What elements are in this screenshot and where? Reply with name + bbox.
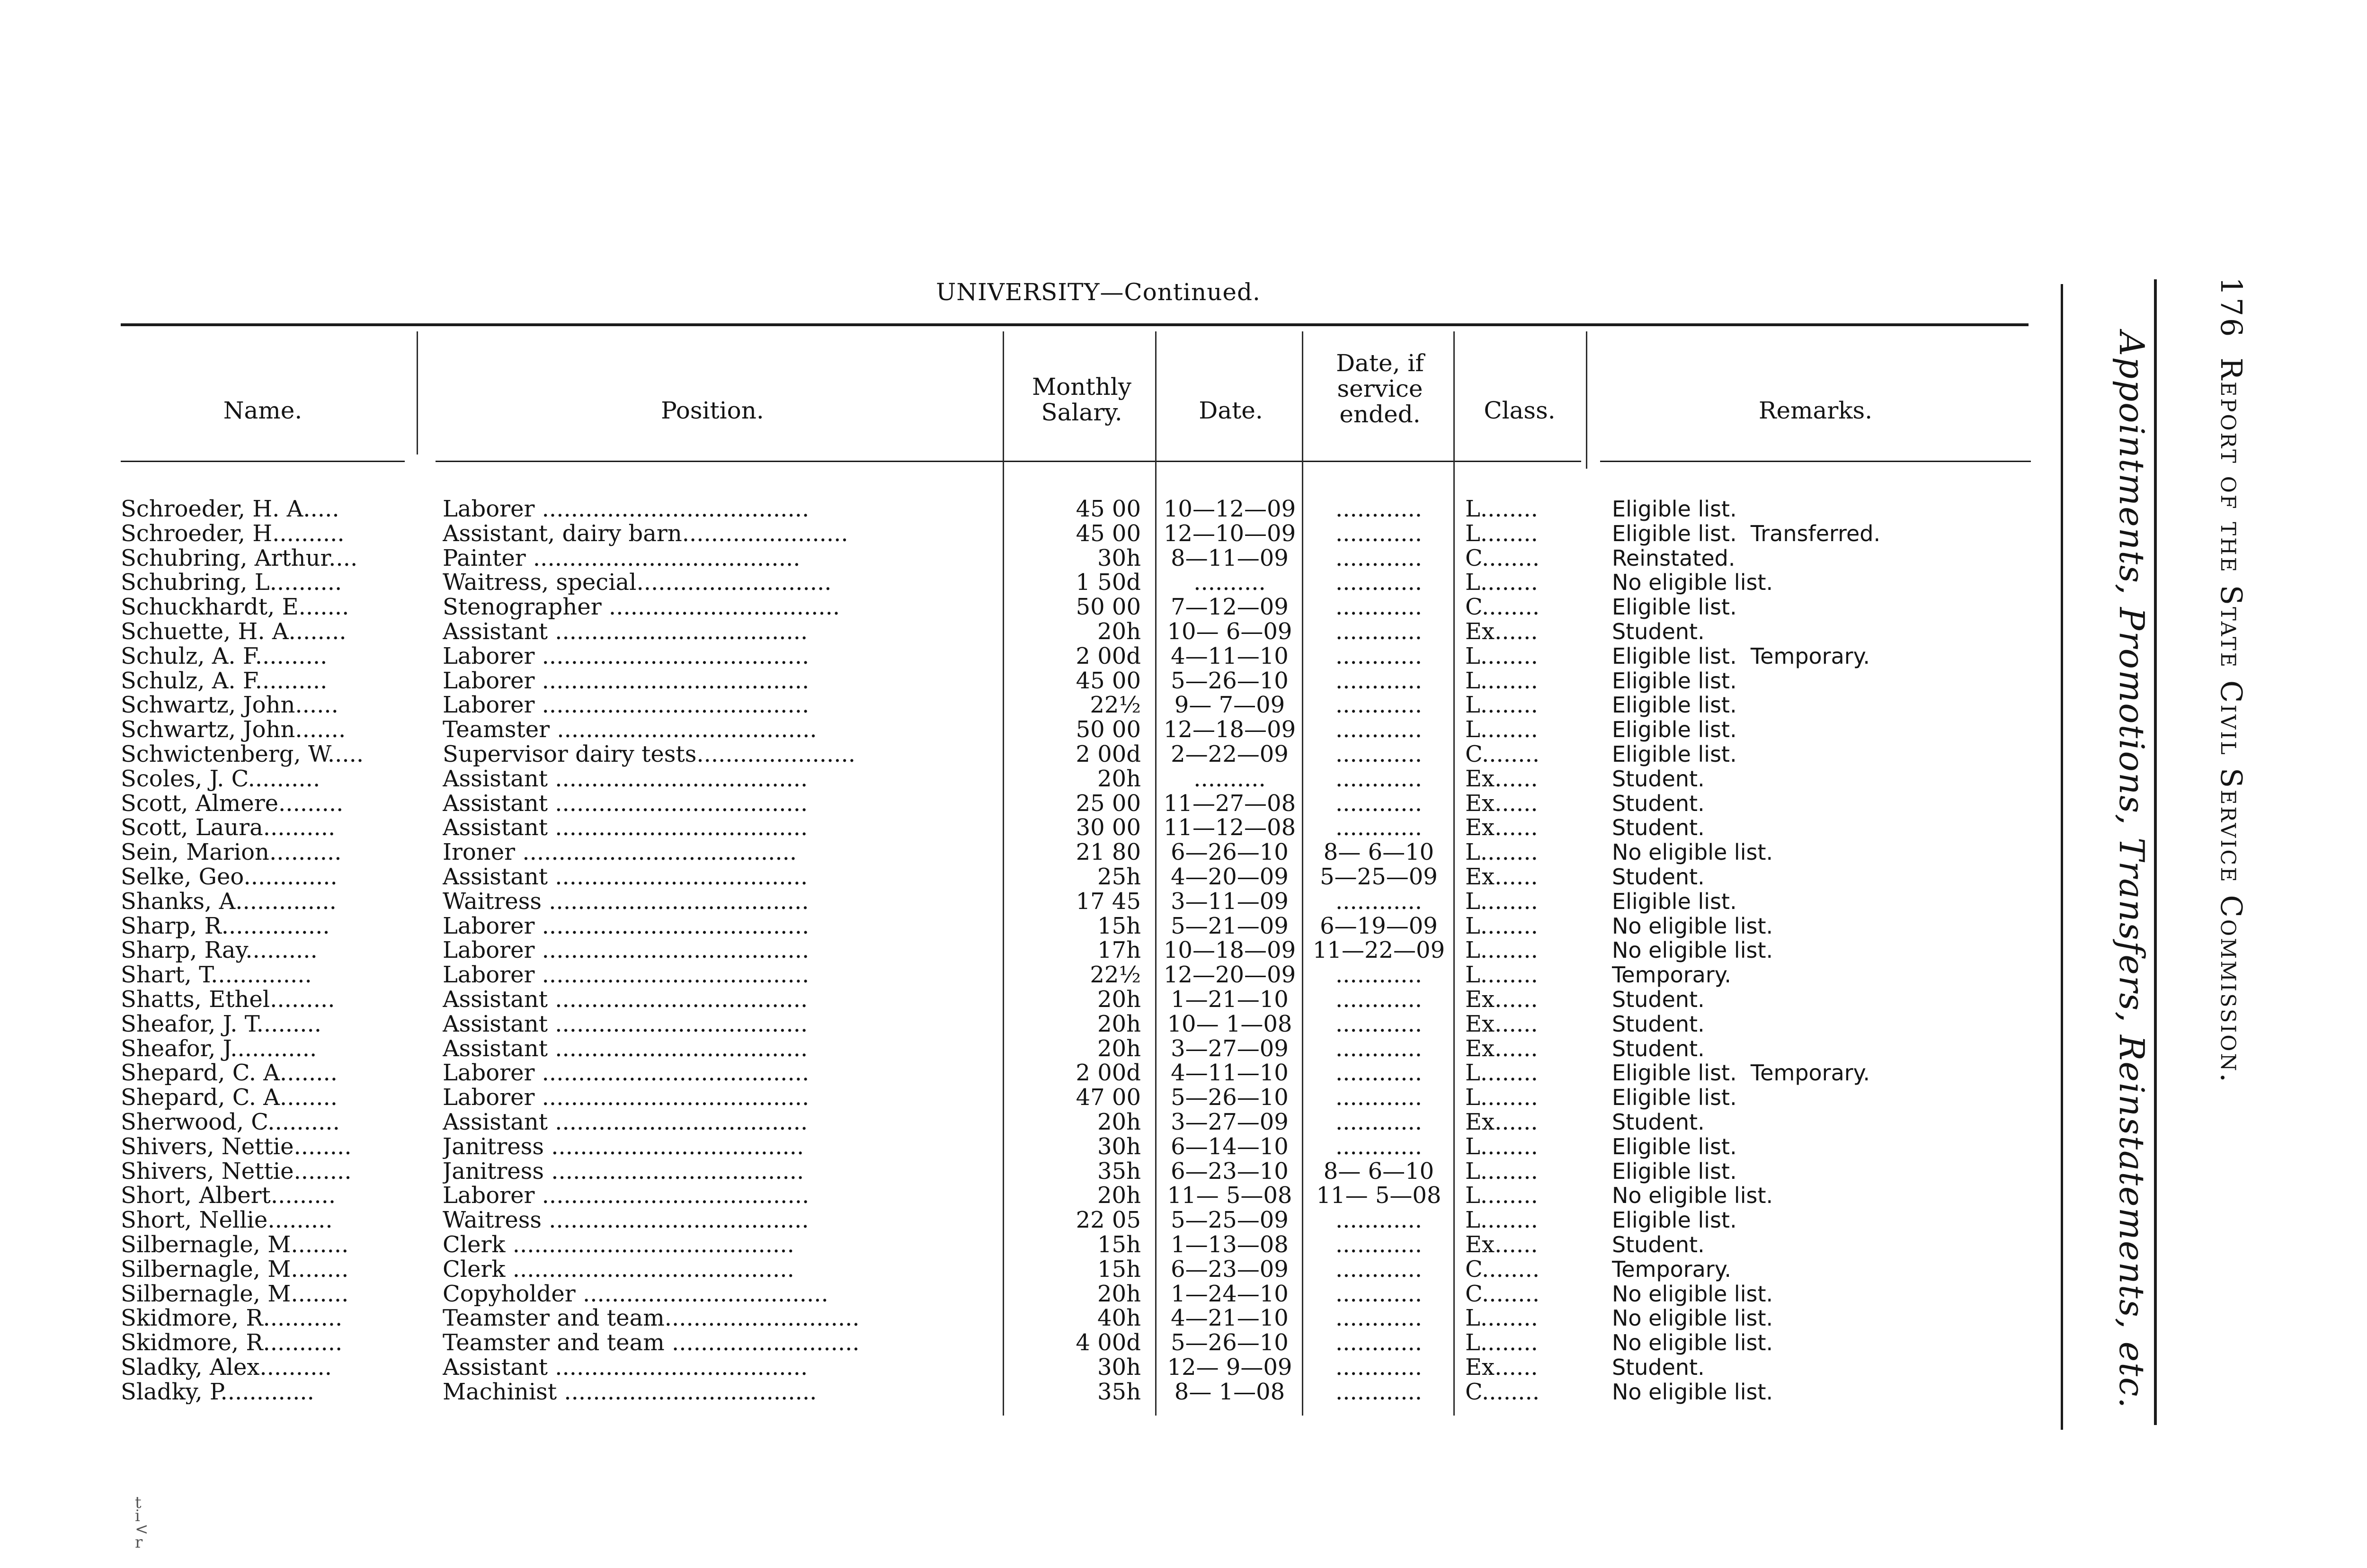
cell-name: Schroeder, H.......... xyxy=(121,521,345,546)
cell-class: Ex...... xyxy=(1465,791,1538,816)
cell-position: Assistant ................................... xyxy=(443,1012,808,1037)
cell-name: Scott, Laura.......... xyxy=(121,816,336,841)
salary-column xyxy=(1008,497,1141,1404)
cell-remarks: Student. xyxy=(1612,1036,1705,1061)
cell-ended: ............ xyxy=(1335,742,1423,767)
cell-remarks: Student. xyxy=(1612,1232,1705,1257)
cell-ended: ............ xyxy=(1335,1086,1423,1110)
cell-date: 6—26—10 xyxy=(1171,840,1289,865)
cell-salary: 17 45 xyxy=(1076,889,1141,914)
cell-name: Sein, Marion.......... xyxy=(121,840,342,865)
cell-ended: ............ xyxy=(1335,766,1423,792)
cell-date: 10—18—09 xyxy=(1163,938,1296,963)
cell-ended: ............ xyxy=(1335,497,1423,522)
cell-salary: 20h xyxy=(1097,1184,1141,1209)
cell-ended: ............ xyxy=(1335,1355,1423,1380)
cell-salary: 2 00d xyxy=(1076,742,1141,767)
cell-class: L........ xyxy=(1465,914,1538,939)
cell-ended: ............ xyxy=(1335,987,1423,1012)
cell-salary: 17h xyxy=(1097,938,1141,963)
cell-salary: 25h xyxy=(1097,864,1141,890)
cell-position: Copyholder .................................. xyxy=(443,1282,828,1307)
cell-class: L........ xyxy=(1465,693,1538,718)
cell-class: L........ xyxy=(1465,1208,1538,1233)
cell-date: 6—14—10 xyxy=(1171,1134,1289,1159)
cell-salary: 22 05 xyxy=(1076,1208,1141,1233)
cell-remarks: Eligible list. Temporary. xyxy=(1612,644,1870,669)
header-salary: Monthly Salary. xyxy=(1032,373,1132,426)
cell-name: Shatts, Ethel......... xyxy=(121,987,335,1012)
cell-name: Schwartz, John....... xyxy=(121,718,346,742)
cell-date: 1—13—08 xyxy=(1171,1232,1289,1257)
cell-remarks: Eligible list. Temporary. xyxy=(1612,1061,1870,1086)
cell-remarks: Eligible list. xyxy=(1612,742,1737,767)
cell-class: Ex...... xyxy=(1465,1355,1538,1380)
cell-salary: 20h xyxy=(1097,1012,1141,1037)
cell-ended: 11— 5—08 xyxy=(1316,1184,1442,1209)
cell-remarks: Eligible list. xyxy=(1612,693,1737,718)
cell-class: Ex...... xyxy=(1465,1232,1538,1257)
cell-ended: ............ xyxy=(1335,595,1423,620)
cell-remarks: No eligible list. xyxy=(1612,1331,1773,1355)
cell-remarks: Student. xyxy=(1612,1110,1705,1135)
cell-remarks: Eligible list. xyxy=(1612,497,1737,522)
header-remarks: Remarks. xyxy=(1758,397,1873,424)
cell-salary: 50 00 xyxy=(1076,595,1141,620)
cell-class: L........ xyxy=(1465,644,1538,669)
cell-position: Laborer ..................................... xyxy=(443,668,810,694)
cell-salary: 20h xyxy=(1097,766,1141,792)
cell-remarks: Student. xyxy=(1612,864,1705,890)
cell-name: Silbernagle, M........ xyxy=(121,1257,349,1282)
cell-position: Machinist ................................... xyxy=(443,1380,817,1405)
cell-remarks: Student. xyxy=(1612,791,1705,816)
cell-class: C........ xyxy=(1465,1257,1540,1282)
cell-date: 12—20—09 xyxy=(1163,963,1296,988)
cell-name: Skidmore, R........... xyxy=(121,1306,343,1331)
cell-name: Shepard, C. A........ xyxy=(121,1061,338,1086)
page-number: 176 xyxy=(2214,277,2249,339)
header-rule-name xyxy=(121,461,405,462)
cell-class: L........ xyxy=(1465,521,1538,546)
divider-position-salary xyxy=(1003,331,1004,1416)
cell-class: L........ xyxy=(1465,1306,1538,1331)
cell-class: Ex...... xyxy=(1465,816,1538,841)
cell-position: Assistant, dairy barn....................... xyxy=(443,521,848,546)
cell-position: Laborer ..................................... xyxy=(443,1086,810,1110)
cell-class: L........ xyxy=(1465,1331,1538,1355)
header-name: Name. xyxy=(223,397,303,424)
cell-name: Short, Albert......... xyxy=(121,1184,336,1209)
cell-date: 11—27—08 xyxy=(1163,791,1296,816)
cell-ended: ............ xyxy=(1335,1061,1423,1086)
remarks-column xyxy=(1612,497,2029,1404)
cell-class: Ex...... xyxy=(1465,619,1538,644)
cell-name: Schwartz, John...... xyxy=(121,693,338,718)
cell-ended: ............ xyxy=(1335,889,1423,914)
cell-class: L........ xyxy=(1465,840,1538,865)
divider-class-remarks xyxy=(1586,331,1587,469)
cell-name: Schulz, A. F.......... xyxy=(121,668,328,694)
cell-class: L........ xyxy=(1465,938,1538,963)
cell-position: Assistant ................................... xyxy=(443,987,808,1012)
header-class: Class. xyxy=(1484,397,1556,424)
cell-name: Scoles, J. C.......... xyxy=(121,766,320,792)
cell-name: Skidmore, R........... xyxy=(121,1331,343,1355)
cell-ended: ............ xyxy=(1335,1306,1423,1331)
cell-position: Janitress ................................... xyxy=(443,1134,804,1159)
cell-name: Shanks, A.............. xyxy=(121,889,337,914)
cell-date: 5—21—09 xyxy=(1171,914,1289,939)
cell-position: Supervisor dairy tests...................... xyxy=(443,742,856,767)
cell-class: L........ xyxy=(1465,718,1538,742)
header-ended: Date, if service ended. xyxy=(1336,349,1424,428)
cell-date: 5—26—10 xyxy=(1171,1331,1289,1355)
cell-ended: ............ xyxy=(1335,619,1423,644)
cell-position: Laborer ..................................... xyxy=(443,914,810,939)
cell-salary: 20h xyxy=(1097,1036,1141,1061)
cell-salary: 20h xyxy=(1097,1110,1141,1135)
header-position: Position. xyxy=(661,397,764,424)
divider-ended-class xyxy=(1453,331,1455,1416)
ended-column xyxy=(1307,497,1451,1404)
cell-position: Clerk ....................................... xyxy=(443,1232,794,1257)
cell-position: Laborer ..................................... xyxy=(443,1061,810,1086)
cell-class: C........ xyxy=(1465,1380,1540,1405)
cell-position: Janitress ................................... xyxy=(443,1159,804,1184)
cell-class: L........ xyxy=(1465,1159,1538,1184)
cell-ended: ............ xyxy=(1335,1282,1423,1307)
cell-date: 6—23—09 xyxy=(1171,1257,1289,1282)
cell-class: L........ xyxy=(1465,963,1538,988)
cell-date: 12—10—09 xyxy=(1163,521,1296,546)
cell-salary: 30h xyxy=(1097,1134,1141,1159)
cell-date: 2—22—09 xyxy=(1171,742,1289,767)
cell-position: Assistant ................................... xyxy=(443,864,808,890)
cell-remarks: No eligible list. xyxy=(1612,1184,1773,1209)
cell-ended: 5—25—09 xyxy=(1320,864,1438,890)
cell-position: Laborer ..................................... xyxy=(443,963,810,988)
cell-position: Assistant ................................... xyxy=(443,1110,808,1135)
cell-class: L........ xyxy=(1465,1134,1538,1159)
cell-salary: 35h xyxy=(1097,1380,1141,1405)
cell-position: Assistant ................................... xyxy=(443,619,808,644)
cell-name: Short, Nellie......... xyxy=(121,1208,333,1233)
cell-position: Teamster .................................... xyxy=(443,718,817,742)
cell-name: Sharp, R............... xyxy=(121,914,330,939)
cell-name: Schubring, Arthur.... xyxy=(121,546,358,571)
cell-date: 8—11—09 xyxy=(1171,546,1289,571)
cell-salary: 15h xyxy=(1097,1232,1141,1257)
cell-name: Shivers, Nettie........ xyxy=(121,1134,352,1159)
top-rule xyxy=(121,323,2029,326)
cell-salary: 45 00 xyxy=(1076,668,1141,694)
cell-position: Ironer ...................................... xyxy=(443,840,797,865)
cell-remarks: Eligible list. xyxy=(1612,668,1737,694)
cell-class: Ex...... xyxy=(1465,864,1538,890)
cell-remarks: Student. xyxy=(1612,766,1705,792)
running-title xyxy=(2214,277,2249,1084)
cell-position: Waitress .................................... xyxy=(443,889,809,914)
cell-name: Schroeder, H. A..... xyxy=(121,497,339,522)
cell-remarks: Eligible list. xyxy=(1612,889,1737,914)
cell-name: Schwictenberg, W..... xyxy=(121,742,364,767)
date-column xyxy=(1160,497,1299,1404)
cell-remarks: Eligible list. Transferred. xyxy=(1612,521,1881,546)
cell-ended: ............ xyxy=(1335,1012,1423,1037)
cell-ended: ............ xyxy=(1335,1134,1423,1159)
cell-position: Assistant ................................... xyxy=(443,1036,808,1061)
cell-ended: ............ xyxy=(1335,1331,1423,1355)
cell-name: Schuckhardt, E....... xyxy=(121,595,349,620)
cell-ended: ............ xyxy=(1335,1257,1423,1282)
cell-ended: ............ xyxy=(1335,546,1423,571)
cell-salary: 20h xyxy=(1097,1282,1141,1307)
cell-position: Laborer ..................................... xyxy=(443,1184,810,1209)
cell-class: L........ xyxy=(1465,570,1538,596)
cell-remarks: Student. xyxy=(1612,619,1705,644)
cell-class: C........ xyxy=(1465,1282,1540,1307)
cell-name: Silbernagle, M........ xyxy=(121,1232,349,1257)
cell-ended: ............ xyxy=(1335,963,1423,988)
cell-salary: 20h xyxy=(1097,619,1141,644)
cell-position: Waitress .................................... xyxy=(443,1208,809,1233)
cell-class: Ex...... xyxy=(1465,766,1538,792)
side-rule-left xyxy=(2061,284,2063,1430)
cell-date: 5—26—10 xyxy=(1171,1086,1289,1110)
cell-ended: ............ xyxy=(1335,791,1423,816)
divider-name-position xyxy=(417,331,418,454)
cell-salary: 15h xyxy=(1097,914,1141,939)
cell-salary: 45 00 xyxy=(1076,497,1141,522)
cell-salary: 35h xyxy=(1097,1159,1141,1184)
cell-date: 5—26—10 xyxy=(1171,668,1289,694)
cell-class: C........ xyxy=(1465,595,1540,620)
cell-name: Schulz, A. F.......... xyxy=(121,644,328,669)
divider-salary-date xyxy=(1155,331,1157,1416)
cell-class: L........ xyxy=(1465,1184,1538,1209)
cell-position: Assistant ................................... xyxy=(443,1355,808,1380)
cell-remarks: No eligible list. xyxy=(1612,1306,1773,1331)
cell-remarks: Eligible list. xyxy=(1612,595,1737,620)
cell-date: 12—18—09 xyxy=(1163,718,1296,742)
cell-name: Sladky, P............. xyxy=(121,1380,314,1405)
cell-remarks: Temporary. xyxy=(1612,1257,1732,1282)
class-column xyxy=(1465,497,1584,1404)
cell-remarks: Student. xyxy=(1612,1012,1705,1037)
cell-salary: 21 80 xyxy=(1076,840,1141,865)
cell-salary: 30h xyxy=(1097,546,1141,571)
cell-ended: ............ xyxy=(1335,816,1423,841)
cell-date: 11—12—08 xyxy=(1163,816,1296,841)
cell-ended: ............ xyxy=(1335,1380,1423,1405)
cell-salary: 25 00 xyxy=(1076,791,1141,816)
cell-date: 4—11—10 xyxy=(1171,644,1289,669)
cell-ended: ............ xyxy=(1335,693,1423,718)
cell-class: Ex...... xyxy=(1465,987,1538,1012)
cell-salary: 45 00 xyxy=(1076,521,1141,546)
cell-salary: 30 00 xyxy=(1076,816,1141,841)
cell-ended: 6—19—09 xyxy=(1320,914,1438,939)
cell-remarks: No eligible list. xyxy=(1612,938,1773,963)
margin-marks: t i < r xyxy=(135,1493,149,1552)
cell-date: 1—21—10 xyxy=(1171,987,1289,1012)
cell-date: 12— 9—09 xyxy=(1167,1355,1292,1380)
cell-date: 10— 1—08 xyxy=(1167,1012,1292,1037)
cell-salary: 22½ xyxy=(1090,693,1141,718)
cell-position: Assistant ................................... xyxy=(443,766,808,792)
cell-date: 8— 1—08 xyxy=(1174,1380,1285,1405)
cell-name: Sharp, Ray.......... xyxy=(121,938,318,963)
cell-salary: 2 00d xyxy=(1076,1061,1141,1086)
cell-class: L........ xyxy=(1465,668,1538,694)
cell-remarks: No eligible list. xyxy=(1612,840,1773,865)
cell-salary: 15h xyxy=(1097,1257,1141,1282)
cell-position: Stenographer ................................ xyxy=(443,595,840,620)
cell-ended: ............ xyxy=(1335,1110,1423,1135)
cell-position: Laborer ..................................... xyxy=(443,644,810,669)
header-rule-remarks xyxy=(1600,461,2031,462)
cell-remarks: Eligible list. xyxy=(1612,1208,1737,1233)
cell-remarks: No eligible list. xyxy=(1612,914,1773,939)
cell-ended: ............ xyxy=(1335,668,1423,694)
cell-salary: 1 50d xyxy=(1076,570,1141,596)
cell-remarks: Eligible list. xyxy=(1612,1134,1737,1159)
cell-date: 6—23—10 xyxy=(1171,1159,1289,1184)
cell-class: L........ xyxy=(1465,497,1538,522)
cell-ended: 11—22—09 xyxy=(1312,938,1445,963)
cell-salary: 22½ xyxy=(1090,963,1141,988)
cell-name: Scott, Almere......... xyxy=(121,791,344,816)
cell-name: Sheafor, J............ xyxy=(121,1036,317,1061)
cell-remarks: Reinstated. xyxy=(1612,546,1735,571)
cell-name: Selke, Geo............. xyxy=(121,864,338,890)
cell-date: 3—11—09 xyxy=(1171,889,1289,914)
cell-class: Ex...... xyxy=(1465,1012,1538,1037)
cell-remarks: Eligible list. xyxy=(1612,1086,1737,1110)
side-rule-right xyxy=(2154,279,2157,1425)
cell-date: 4—21—10 xyxy=(1171,1306,1289,1331)
cell-date: 5—25—09 xyxy=(1171,1208,1289,1233)
cell-name: Shart, T.............. xyxy=(121,963,312,988)
cell-name: Sherwood, C.......... xyxy=(121,1110,340,1135)
header-date: Date. xyxy=(1199,397,1263,424)
cell-position: Waitress, special........................... xyxy=(443,570,832,596)
cell-date: .......... xyxy=(1193,766,1266,792)
cell-remarks: Student. xyxy=(1612,987,1705,1012)
section-title: UNIVERSITY—Continued. xyxy=(936,278,1261,306)
cell-date: 3—27—09 xyxy=(1171,1110,1289,1135)
cell-date: 11— 5—08 xyxy=(1167,1184,1292,1209)
cell-date: 10— 6—09 xyxy=(1167,619,1292,644)
cell-position: Laborer ..................................... xyxy=(443,497,810,522)
cell-date: 1—24—10 xyxy=(1171,1282,1289,1307)
cell-ended: ............ xyxy=(1335,1208,1423,1233)
header-rule-main xyxy=(436,461,1581,462)
cell-position: Clerk ....................................... xyxy=(443,1257,794,1282)
cell-remarks: Eligible list. xyxy=(1612,718,1737,742)
cell-class: C........ xyxy=(1465,742,1540,767)
position-column xyxy=(443,497,997,1404)
cell-remarks: No eligible list. xyxy=(1612,570,1773,596)
cell-remarks: No eligible list. xyxy=(1612,1282,1773,1307)
cell-date: 4—11—10 xyxy=(1171,1061,1289,1086)
cell-date: 3—27—09 xyxy=(1171,1036,1289,1061)
cell-date: .......... xyxy=(1193,570,1266,596)
cell-class: L........ xyxy=(1465,889,1538,914)
cell-class: Ex...... xyxy=(1465,1110,1538,1135)
cell-ended: ............ xyxy=(1335,1036,1423,1061)
cell-ended: 8— 6—10 xyxy=(1323,840,1434,865)
cell-ended: ............ xyxy=(1335,718,1423,742)
cell-class: Ex...... xyxy=(1465,1036,1538,1061)
cell-date: 7—12—09 xyxy=(1171,595,1289,620)
cell-name: Sladky, Alex.......... xyxy=(121,1355,332,1380)
cell-date: 4—20—09 xyxy=(1171,864,1289,890)
cell-ended: ............ xyxy=(1335,521,1423,546)
side-subtitle: Appointments, Promotions, Transfers, Reinstatements, etc. xyxy=(2112,331,2152,1409)
cell-name: Sheafor, J. T......... xyxy=(121,1012,321,1037)
cell-position: Laborer ..................................... xyxy=(443,938,810,963)
cell-remarks: Student. xyxy=(1612,1355,1705,1380)
cell-salary: 4 00d xyxy=(1076,1331,1141,1355)
cell-salary: 20h xyxy=(1097,987,1141,1012)
cell-class: L........ xyxy=(1465,1086,1538,1110)
cell-date: 9— 7—09 xyxy=(1174,693,1285,718)
cell-salary: 30h xyxy=(1097,1355,1141,1380)
cell-remarks: Eligible list. xyxy=(1612,1159,1737,1184)
cell-salary: 2 00d xyxy=(1076,644,1141,669)
cell-position: Painter ..................................... xyxy=(443,546,801,571)
cell-name: Silbernagle, M........ xyxy=(121,1282,349,1307)
cell-remarks: Temporary. xyxy=(1612,963,1732,988)
cell-position: Teamster and team .......................... xyxy=(443,1331,860,1355)
cell-position: Assistant ................................... xyxy=(443,791,808,816)
cell-remarks: Student. xyxy=(1612,816,1705,841)
name-column xyxy=(121,497,409,1404)
cell-ended: ............ xyxy=(1335,644,1423,669)
cell-ended: 8— 6—10 xyxy=(1323,1159,1434,1184)
cell-position: Laborer ..................................... xyxy=(443,693,810,718)
cell-ended: ............ xyxy=(1335,570,1423,596)
cell-position: Assistant ................................... xyxy=(443,816,808,841)
cell-name: Schubring, L.......... xyxy=(121,570,342,596)
cell-position: Teamster and team........................... xyxy=(443,1306,860,1331)
cell-ended: ............ xyxy=(1335,1232,1423,1257)
cell-name: Shepard, C. A........ xyxy=(121,1086,338,1110)
divider-date-ended xyxy=(1302,331,1303,1416)
cell-salary: 40h xyxy=(1097,1306,1141,1331)
cell-date: 10—12—09 xyxy=(1163,497,1296,522)
cell-class: L........ xyxy=(1465,1061,1538,1086)
cell-name: Shivers, Nettie........ xyxy=(121,1159,352,1184)
cell-salary: 50 00 xyxy=(1076,718,1141,742)
running-title-text: Report of the State Civil Service Commission. xyxy=(2214,357,2249,1084)
cell-name: Schuette, H. A........ xyxy=(121,619,347,644)
cell-remarks: No eligible list. xyxy=(1612,1380,1773,1405)
cell-class: C........ xyxy=(1465,546,1540,571)
cell-salary: 47 00 xyxy=(1076,1086,1141,1110)
